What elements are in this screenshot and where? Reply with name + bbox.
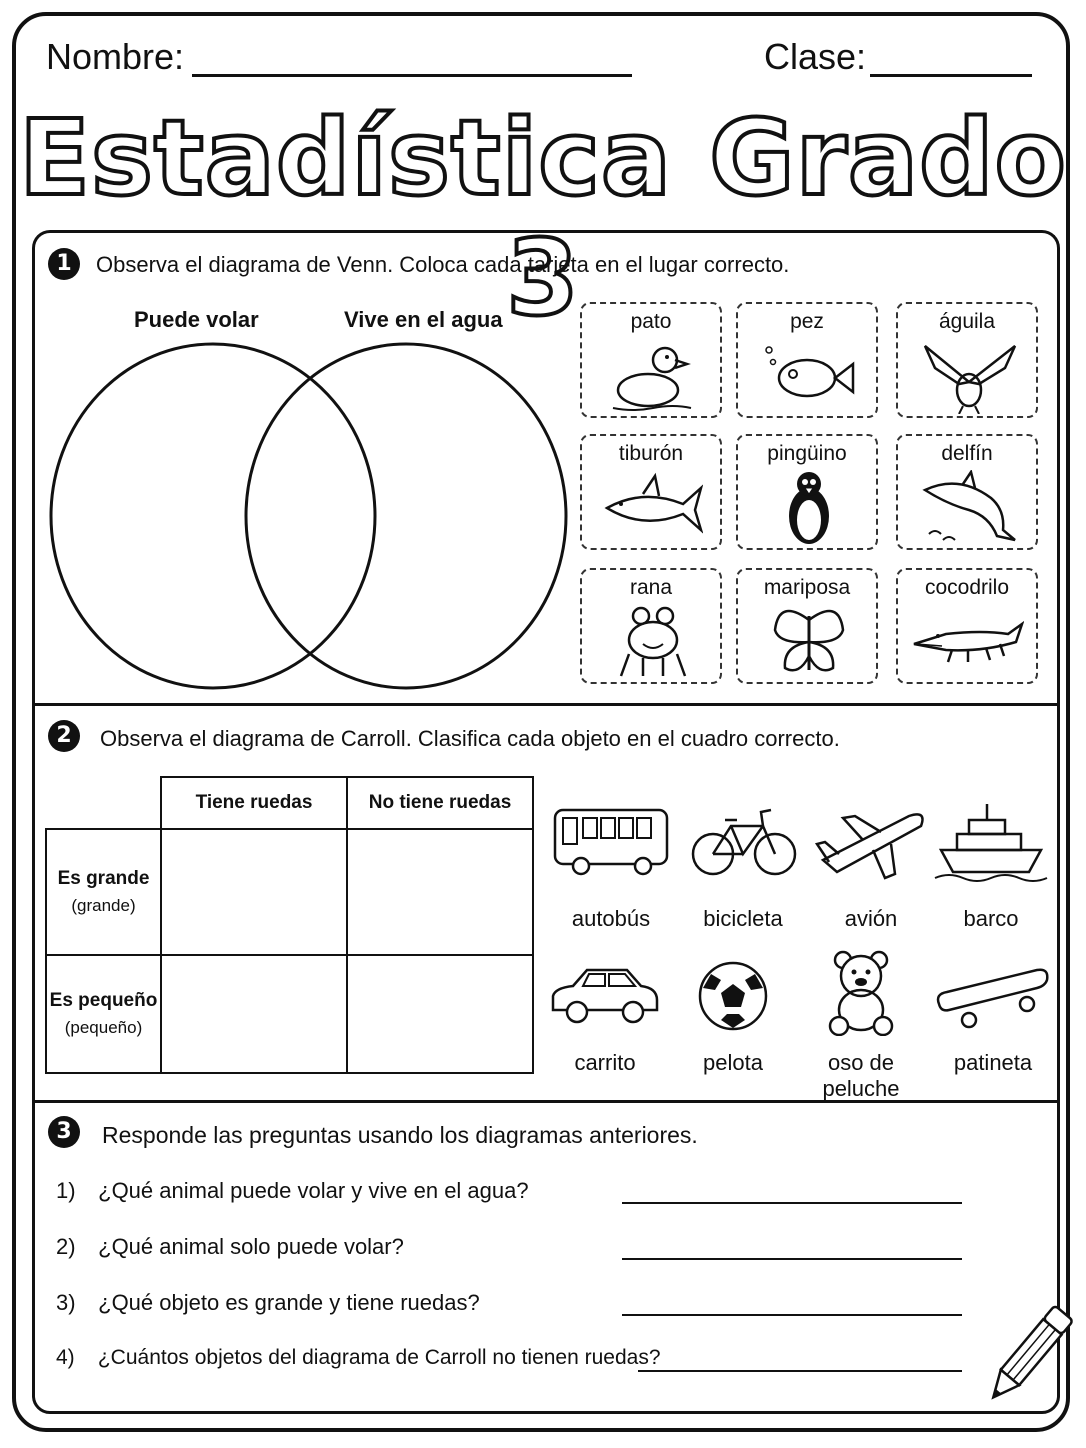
airplane-icon bbox=[809, 800, 933, 884]
bicycle-icon bbox=[681, 800, 805, 884]
row-sublabel: (grande) bbox=[71, 896, 136, 915]
dolphin-icon bbox=[919, 470, 1019, 546]
fish-icon bbox=[759, 338, 859, 414]
card-aguila[interactable] bbox=[896, 302, 1038, 418]
card-mariposa[interactable] bbox=[736, 568, 878, 684]
card-label: tiburón bbox=[618, 442, 684, 465]
butterfly-icon bbox=[759, 604, 859, 680]
skateboard-icon bbox=[931, 960, 1055, 1032]
object-barco[interactable] bbox=[926, 800, 1056, 932]
question-text: ¿Qué objeto es grande y tiene ruedas? bbox=[98, 1290, 480, 1315]
card-label: delfín bbox=[941, 442, 993, 465]
venn-left-label: Puede volar bbox=[134, 307, 259, 332]
row-sublabel: (pequeño) bbox=[64, 1018, 143, 1037]
object-bicicleta[interactable] bbox=[678, 800, 808, 932]
section-2-instruction: Observa el diagrama de Carroll. Clasifica cada objeto en el cuadro correcto. bbox=[100, 726, 840, 751]
object-patineta[interactable] bbox=[928, 960, 1058, 1076]
section-1-number: 1 bbox=[48, 248, 80, 280]
object-label: pelota bbox=[703, 1050, 763, 1075]
shark-icon bbox=[603, 470, 703, 546]
card-label: pez bbox=[790, 310, 824, 333]
carroll-cell-big-wheels[interactable] bbox=[161, 829, 347, 955]
soccer-ball-icon bbox=[671, 960, 795, 1032]
crocodile-icon bbox=[912, 604, 1024, 680]
duck-icon bbox=[603, 338, 703, 414]
object-carrito[interactable] bbox=[540, 960, 670, 1076]
card-cocodrilo[interactable] bbox=[896, 568, 1038, 684]
class-field[interactable] bbox=[870, 74, 1032, 77]
carroll-row-header bbox=[46, 955, 161, 1073]
pencil-icon bbox=[980, 1296, 1076, 1416]
question-text: ¿Qué animal puede volar y vive en el agua? bbox=[98, 1178, 529, 1203]
carroll-col-header: No tiene ruedas bbox=[347, 777, 533, 829]
object-avion[interactable] bbox=[806, 800, 936, 932]
section-1-instruction: Observa el diagrama de Venn. Coloca cada tarjeta en el lugar correcto. bbox=[96, 252, 790, 277]
object-label: bicicleta bbox=[703, 906, 783, 931]
object-autobus[interactable] bbox=[546, 800, 676, 932]
venn-right-label: Vive en el agua bbox=[344, 307, 503, 332]
object-label: oso de peluche bbox=[822, 1050, 900, 1101]
object-label: patineta bbox=[953, 1050, 1033, 1075]
card-rana[interactable] bbox=[580, 568, 722, 684]
name-field[interactable] bbox=[192, 74, 632, 77]
card-label: pato bbox=[630, 310, 672, 333]
teddy-bear-icon bbox=[799, 950, 923, 1036]
question-2 bbox=[56, 1234, 404, 1260]
bus-icon bbox=[549, 800, 673, 884]
venn-diagram[interactable] bbox=[48, 338, 568, 694]
question-number: 1) bbox=[56, 1178, 76, 1203]
card-label: águila bbox=[938, 310, 996, 333]
name-label: Nombre: bbox=[46, 36, 185, 77]
object-pelota[interactable] bbox=[668, 960, 798, 1076]
venn-circle-fly bbox=[51, 344, 375, 688]
question-number: 2) bbox=[56, 1234, 76, 1259]
answer-line-3[interactable] bbox=[622, 1314, 962, 1316]
card-pinguino[interactable] bbox=[736, 434, 878, 550]
carroll-corner bbox=[46, 777, 161, 829]
answer-line-4[interactable] bbox=[638, 1370, 962, 1372]
card-label: rana bbox=[629, 576, 673, 599]
answer-line-2[interactable] bbox=[622, 1258, 962, 1260]
section-2-number: 2 bbox=[48, 720, 80, 752]
card-pez[interactable] bbox=[736, 302, 878, 418]
card-tiburon[interactable] bbox=[580, 434, 722, 550]
carroll-cell-big-no-wheels[interactable] bbox=[347, 829, 533, 955]
page-title: Estadística Grado 3 bbox=[19, 97, 1067, 339]
carroll-cell-small-no-wheels[interactable] bbox=[347, 955, 533, 1073]
frog-icon bbox=[603, 604, 703, 680]
object-label: avión bbox=[844, 906, 898, 931]
question-number: 3) bbox=[56, 1290, 76, 1315]
object-oso[interactable] bbox=[796, 950, 926, 1102]
car-icon bbox=[543, 960, 667, 1032]
question-text: ¿Cuántos objetos del diagrama de Carroll no tienen ruedas? bbox=[97, 1346, 661, 1369]
card-label: cocodrilo bbox=[924, 576, 1010, 599]
question-4 bbox=[56, 1346, 661, 1370]
section-3-number: 3 bbox=[48, 1116, 80, 1148]
row-label: Es pequeño bbox=[49, 990, 158, 1011]
eagle-icon bbox=[919, 338, 1019, 414]
card-label: pingüino bbox=[767, 442, 847, 465]
carroll-diagram bbox=[45, 776, 534, 1074]
question-1 bbox=[56, 1178, 529, 1204]
question-text: ¿Qué animal solo puede volar? bbox=[98, 1234, 404, 1259]
row-label: Es grande bbox=[57, 868, 150, 889]
question-number: 4) bbox=[56, 1346, 75, 1369]
object-label: barco bbox=[963, 906, 1019, 931]
carroll-row-header bbox=[46, 829, 161, 955]
card-delfin[interactable] bbox=[896, 434, 1038, 550]
card-label: mariposa bbox=[763, 576, 851, 599]
venn-circle-water bbox=[246, 344, 566, 688]
question-3 bbox=[56, 1290, 480, 1316]
penguin-icon bbox=[759, 470, 859, 546]
card-pato[interactable] bbox=[580, 302, 722, 418]
answer-line-1[interactable] bbox=[622, 1202, 962, 1204]
object-label: autobús bbox=[571, 906, 651, 931]
ship-icon bbox=[929, 800, 1053, 884]
carroll-col-header: Tiene ruedas bbox=[161, 777, 347, 829]
object-label: carrito bbox=[574, 1050, 636, 1075]
class-label: Clase: bbox=[764, 36, 867, 77]
section-3-instruction: Responde las preguntas usando los diagramas anteriores. bbox=[102, 1122, 698, 1148]
carroll-cell-small-wheels[interactable] bbox=[161, 955, 347, 1073]
